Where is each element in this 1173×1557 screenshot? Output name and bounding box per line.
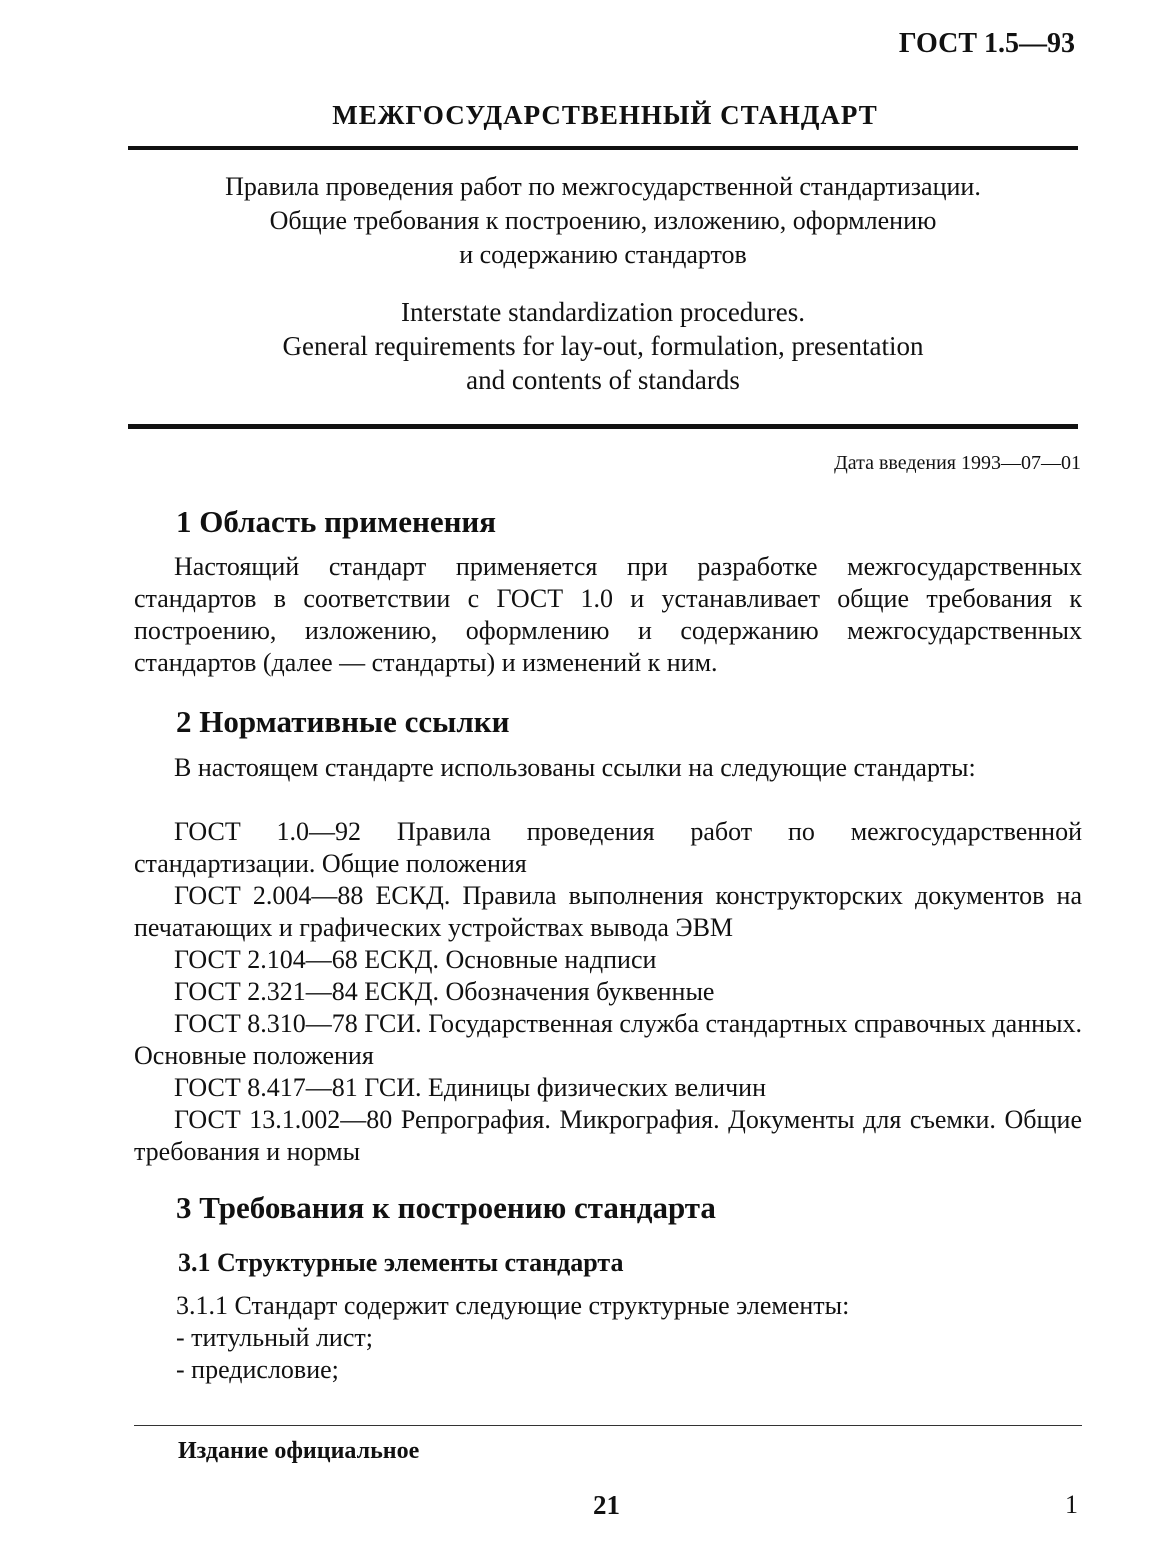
structure-item: - предисловие; bbox=[176, 1355, 339, 1384]
title-english bbox=[120, 295, 1086, 397]
footer-divider bbox=[134, 1425, 1082, 1426]
title-en-line: and contents of standards bbox=[466, 365, 740, 395]
section-1-body: Настоящий стандарт применяется при разработке межгосударственных стандартов в соответствии с ГОСТ 1.0 и устанавливает общие требования к построению, изложению, оформлению и содержанию межгосударственных стандартов (далее — стандарты) и изменений к ним. bbox=[134, 552, 1082, 677]
title-en-line: General requirements for lay-out, formulation, presentation bbox=[282, 331, 924, 361]
reference-text: ГОСТ 2.321—84 ЕСКД. Обозначения буквенные bbox=[174, 977, 715, 1006]
reference-text: ГОСТ 8.417—81 ГСИ. Единицы физических величин bbox=[174, 1073, 766, 1102]
document-code: ГОСТ 1.5—93 bbox=[898, 28, 1075, 59]
reference-text: ГОСТ 2.104—68 ЕСКД. Основные надписи bbox=[174, 945, 657, 974]
official-edition-label: Издание официальное bbox=[178, 1438, 420, 1464]
corner-mark: 1 bbox=[1065, 1490, 1078, 1519]
structure-intro: 3.1.1 Стандарт содержит следующие структурные элементы: bbox=[176, 1291, 850, 1320]
references-list bbox=[134, 816, 1082, 1168]
section-2-intro bbox=[134, 752, 1082, 784]
reference-item bbox=[134, 816, 1082, 880]
reference-item bbox=[134, 976, 1082, 1008]
title-divider bbox=[128, 424, 1078, 429]
title-ru-line: и содержанию стандартов bbox=[459, 240, 747, 269]
reference-item bbox=[134, 1072, 1082, 1104]
structure-list bbox=[176, 1290, 1076, 1386]
section-2-heading: 2 Нормативные ссылки bbox=[176, 704, 510, 739]
section-2-intro-text: В настоящем стандарте использованы ссылки на следующие стандарты: bbox=[174, 753, 976, 782]
title-ru-line: Правила проведения работ по межгосударственной стандартизации. bbox=[225, 172, 981, 201]
reference-text: ГОСТ 13.1.002—80 Репрография. Микрография. Документы для съемки. Общие требования и нормы bbox=[134, 1105, 1082, 1166]
standard-type-heading: МЕЖГОСУДАРСТВЕННЫЙ СТАНДАРТ bbox=[332, 100, 878, 130]
reference-text: ГОСТ 8.310—78 ГСИ. Государственная служба стандартных справочных данных. Основные положения bbox=[134, 1009, 1082, 1070]
reference-item bbox=[134, 880, 1082, 944]
section-3-1-heading: 3.1 Структурные элементы стандарта bbox=[178, 1248, 624, 1277]
reference-item bbox=[134, 1008, 1082, 1072]
title-en-line: Interstate standardization procedures. bbox=[400, 297, 806, 327]
top-divider bbox=[128, 146, 1078, 150]
reference-item bbox=[134, 944, 1082, 976]
page-number: 21 bbox=[593, 1490, 620, 1520]
reference-text: ГОСТ 2.004—88 ЕСКД. Правила выполнения конструкторских документов на печатающих и графических устройствах вывода ЭВМ bbox=[134, 881, 1082, 942]
reference-item bbox=[134, 1104, 1082, 1168]
introduction-date: Дата введения 1993—07—01 bbox=[834, 452, 1081, 474]
section-3-heading: 3 Требования к построению стандарта bbox=[176, 1190, 716, 1225]
section-1-heading: 1 Область применения bbox=[176, 504, 497, 539]
title-russian bbox=[120, 170, 1086, 272]
title-ru-line: Общие требования к построению, изложению, оформлению bbox=[269, 206, 937, 235]
section-1-text bbox=[134, 551, 1082, 679]
reference-text: ГОСТ 1.0—92 Правила проведения работ по межгосударственной стандартизации. Общие положения bbox=[134, 817, 1082, 878]
structure-item: - титульный лист; bbox=[176, 1323, 373, 1352]
